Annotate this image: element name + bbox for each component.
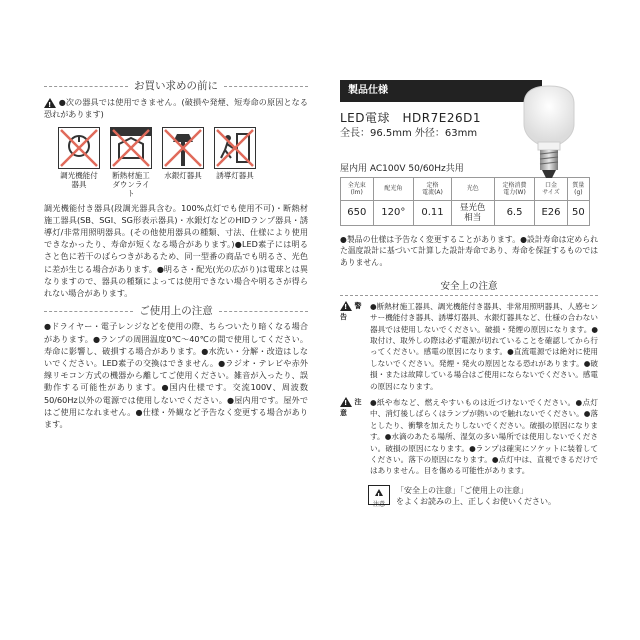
fixture-mercury-label: 水銀灯器具	[164, 170, 202, 180]
caution-text: ●紙や布など、燃えやすいものは近づけないでください。●点灯中、消灯後しばらくはランプが熱いので触れないでください。●落としたり、衝撃を加えたりしないでください。破損の原因になります。●水滴のあたる場所、湿気の多い場所では使用しないでください。破損の原因になります。●ランプは確実にソケットに装着してください。落下の原因になります。●点灯中は、直視できるだけではありません。目を傷める可能性があります。	[370, 398, 598, 476]
fixture-dimmer-label: 調光機能付 器具	[60, 170, 98, 189]
fixture-mercury	[162, 127, 204, 198]
value-weight: 50	[567, 200, 589, 225]
left-column	[44, 80, 308, 430]
fixture-insulated	[110, 127, 152, 198]
insulated-fixture-icon	[110, 127, 152, 169]
fixture-exit	[214, 127, 256, 198]
caution-icon	[340, 397, 352, 407]
spec-table-row	[341, 200, 590, 225]
purchase-heading-row	[44, 80, 308, 92]
exit-light-icon	[214, 127, 256, 169]
usage-heading-row	[44, 305, 308, 317]
product-dimensions: 全長：96.5mm 外径：63mm	[340, 128, 478, 140]
dimmer-icon	[58, 127, 100, 169]
header-beam-angle: 配光角	[373, 177, 414, 200]
read-carefully-notice	[368, 485, 598, 507]
warning-tag-label: 警告	[340, 301, 362, 322]
warning-tag	[340, 301, 366, 392]
header-weight: 質量 (g)	[567, 177, 589, 200]
prohibited-fixtures	[58, 127, 308, 198]
value-power: 6.5	[494, 200, 535, 225]
safety-heading: 安全上の注意	[340, 281, 598, 296]
header-color: 光色	[451, 177, 494, 200]
spec-heading: 製品仕様	[340, 80, 542, 102]
notice-icon	[375, 489, 383, 496]
header-base: 口金 サイズ	[535, 177, 567, 200]
spec-table	[340, 177, 590, 226]
mercury-lamp-icon	[162, 127, 204, 169]
divider	[224, 86, 308, 87]
fixture-dimmer	[58, 127, 100, 198]
warning-block	[340, 301, 598, 392]
value-color: 昼光色 相当	[451, 200, 494, 225]
divider	[44, 86, 128, 87]
warning-icon	[340, 301, 352, 311]
bulb-image	[520, 84, 578, 184]
notice-tag-label: 注意	[372, 501, 385, 509]
purchase-intro-text: ●次の器具では使用できません。(破損や発煙、短寿命の原因となる恐れがあります)	[44, 97, 308, 120]
caution-tag-label: 注意	[340, 398, 362, 418]
indoor-spec: 屋内用 AC100V 50/60Hz共用	[340, 163, 464, 174]
fixture-insulated-label: 断熱材施工 ダウンライト	[112, 170, 150, 198]
notice-text: 「安全上の注意」「ご使用上の注意」 をよくお読みの上、正しくお使いください。	[396, 485, 556, 506]
usage-body: ●ドライヤー・電子レンジなどを使用の際、ちらついたり暗くなる場合があります。●ランプの周囲温度0℃〜40℃の間で使用してください。寿命に影響し、破損する場合があります。●水洗い・分解・改造はしないでください。LED素子の交換はできません。●ラジオ・テレビや赤外線リモコン方式の機器から離してご使用ください。雑音が入ったり、誤動作する可能性があります。●国内仕様です。交流100V、周波数50/60Hz以外の電源では使用しないでください。●屋内用です。屋外ではご使用になれません。●仕様・外観など予告なく変更する場合があります。	[44, 321, 308, 430]
header-current: 定格 電流(A)	[414, 177, 452, 200]
header-lumen: 全光束 (lm)	[341, 177, 374, 200]
caution-tag	[340, 397, 366, 477]
value-base: E26	[535, 200, 567, 225]
caution-block	[340, 397, 598, 477]
divider	[219, 311, 308, 312]
purchase-heading: お買い求めの前に	[134, 80, 218, 92]
value-beam-angle: 120°	[373, 200, 414, 225]
usage-heading: ご使用上の注意	[139, 305, 213, 318]
warning-icon	[44, 98, 56, 108]
fixture-exit-label: 誘導灯器具	[216, 170, 254, 180]
warning-text: ●断熱材施工器具、調光機能付き器具、非常用照明器具、人感センサー機能付き器具、誘導灯器具、水銀灯器具など、仕様の合わない器具では使用しないでください。破損・発煙の原因になります。●取付け、取外しの際は必ず電源が切れていることを確認してから行ってください。感電の原因になります。●直流電源では絶対に使用しないでください。発煙・発火の原因となる恐れがあります。●破損・または故障している場合はご使用にならないでください。感電の原因になります。	[370, 301, 598, 391]
product-name: LED電球 HDR7E26D1	[340, 111, 481, 126]
purchase-body: 調光機能付き器具(段調光器具含む。100%点灯でも使用不可)・断熱材施工器具(SB、SGI、SG形表示器具)・水銀灯などのHIDランプ器具・誘導灯/非常用照明器具。(その他使用器具の種類、寸法、仕様により使用できなかったり、寿命が短くなる場合があります。)●LED素子には明るさと色に若干のばらつきがあるため、同一型番の商品でも明るさ、光色に差が生じる場合があります。●明るさ・配光(光の広がり)は電球とは異なりますので、器具の種類によっては使用できない場合や明るさが得られない場合があります。	[44, 202, 308, 299]
spec-notes: ●製品の仕様は予告なく変更することがあります。●設計寿命は定められた温度設計に基づいて計算した設計寿命であり、寿命を保証するものではありません。	[340, 234, 598, 267]
value-lumen: 650	[341, 200, 374, 225]
divider	[44, 311, 133, 312]
value-current: 0.11	[414, 200, 452, 225]
purchase-intro	[44, 96, 308, 120]
notice-tag	[368, 485, 390, 509]
header-power: 定格消費 電力(W)	[494, 177, 535, 200]
